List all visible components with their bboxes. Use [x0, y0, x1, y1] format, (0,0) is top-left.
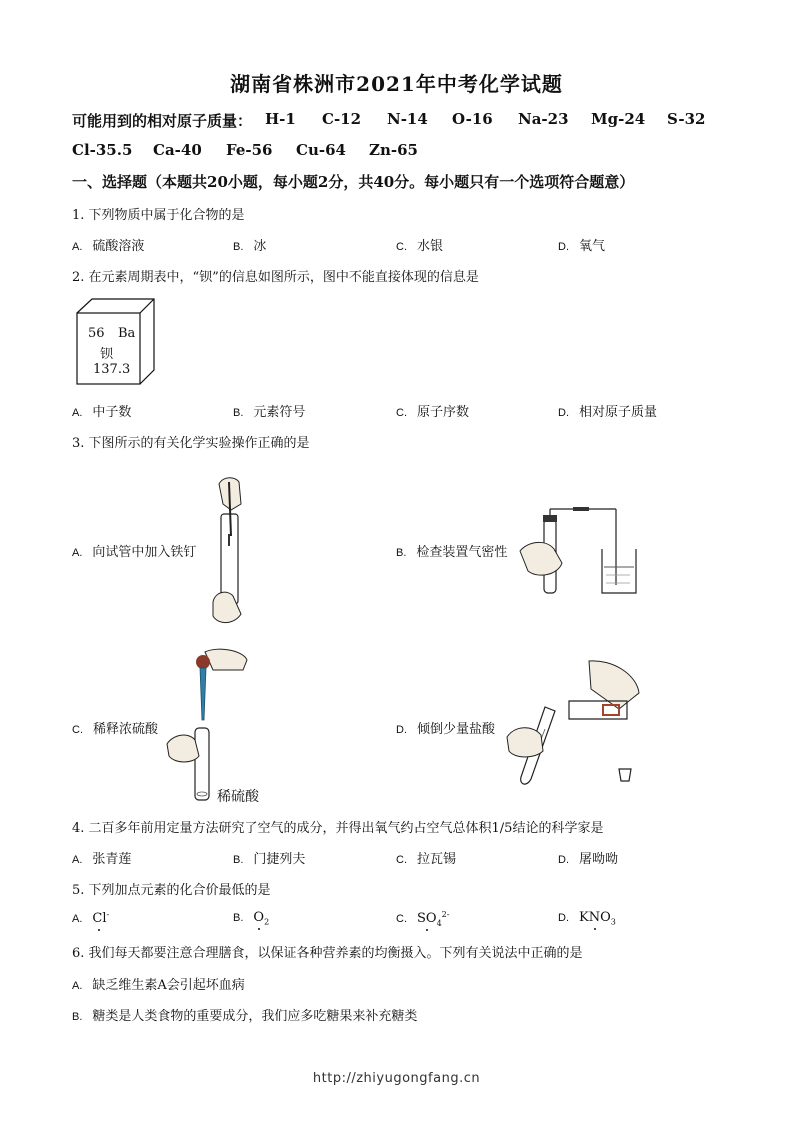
mass-c: C-12 — [322, 110, 362, 128]
q5-option-a: A. Cl- — [72, 910, 110, 927]
q2-option-b: B. 元素符号 — [233, 405, 306, 420]
mass-ca: Ca-40 — [153, 141, 202, 159]
q4-option-c: C. 拉瓦锡 — [396, 852, 457, 867]
element-mass: 137.3 — [93, 362, 131, 377]
mass-na: Na-23 — [518, 110, 569, 128]
q1-option-b: B. 冰 — [233, 239, 267, 254]
q1-option-c: C. 水银 — [396, 239, 444, 254]
question-3: 3. 下图所示的有关化学实验操作正确的是 — [72, 436, 310, 451]
element-name: 钡 — [100, 347, 114, 362]
element-number: 56 — [88, 326, 105, 341]
footer-url[interactable]: http://zhiyugongfang.cn — [312, 1071, 481, 1086]
page-title: 湖南省株洲市2021年中考化学试题 — [230, 72, 563, 96]
mass-n: N-14 — [387, 110, 428, 128]
mass-mg: Mg-24 — [591, 110, 646, 128]
element-symbol: Ba — [118, 326, 136, 341]
q3-option-b: B. 检查装置气密性 — [396, 545, 508, 560]
q2-option-d: D. 相对原子质量 — [558, 405, 658, 420]
airtightness-check-figure — [518, 505, 643, 597]
question-2: 2. 在元素周期表中，“钡”的信息如图所示，图中不能直接体现的信息是 — [72, 270, 479, 285]
question-4: 4. 二百多年前用定量方法研究了空气的成分，并得出氧气约占空气总体积1/5结论的科学家是 — [72, 821, 604, 836]
q4-option-d: D. 屠呦呦 — [558, 852, 619, 867]
dilute-sulfuric-acid-figure — [165, 646, 250, 804]
mass-fe: Fe-56 — [226, 141, 273, 159]
mass-o: O-16 — [452, 110, 493, 128]
q5-option-d: D. $KNO_3$ — [558, 910, 616, 927]
q3-option-c: C. 稀释浓硫酸 — [72, 722, 159, 737]
mass-cu: Cu-64 — [296, 141, 346, 159]
q6-option-b: B. 糖类是人类食物的重要成分，我们应多吃糖果来补充糖类 — [72, 1009, 418, 1024]
mass-cl: Cl-35.5 — [72, 141, 133, 159]
pour-hydrochloric-acid-figure — [503, 659, 643, 789]
q4-option-b: B. 门捷列夫 — [233, 852, 306, 867]
question-6: 6. 我们每天都要注意合理膳食，以保证各种营养素的均衡摄入。下列有关说法中正确的是 — [72, 946, 583, 961]
dilute-acid-label: 稀硫酸 — [217, 789, 259, 805]
atomic-mass-label: 可能用到的相对原子质量： — [72, 112, 253, 130]
q2-option-c: C. 原子序数 — [396, 405, 470, 420]
q3-option-d: D. 倾倒少量盐酸 — [396, 722, 496, 737]
q1-option-a: A. 硫酸溶液 — [72, 239, 145, 254]
mass-zn: Zn-65 — [369, 141, 418, 159]
section-heading: 一、选择题（本题共20小题，每小题2分，共40分。每小题只有一个选项符合题意） — [72, 173, 635, 191]
q5-option-b: B. $O_2$ — [233, 910, 270, 927]
q5-option-c: C. $SO_4^{2-}$ — [396, 910, 450, 928]
question-1: 1. 下列物质中属于化合物的是 — [72, 208, 245, 223]
q6-option-a: A. 缺乏维生素A会引起坏血病 — [72, 978, 245, 993]
mass-h: H-1 — [265, 110, 296, 128]
q2-option-a: A. 中子数 — [72, 405, 132, 420]
q1-option-d: D. 氧气 — [558, 239, 606, 254]
q3-option-a: A. 向试管中加入铁钉 — [72, 545, 197, 560]
q4-option-a: A. 张青莲 — [72, 852, 132, 867]
test-tube-iron-nail-figure — [205, 474, 255, 634]
mass-s: S-32 — [667, 110, 706, 128]
question-5: 5. 下列加点元素的化合价最低的是 — [72, 883, 271, 898]
